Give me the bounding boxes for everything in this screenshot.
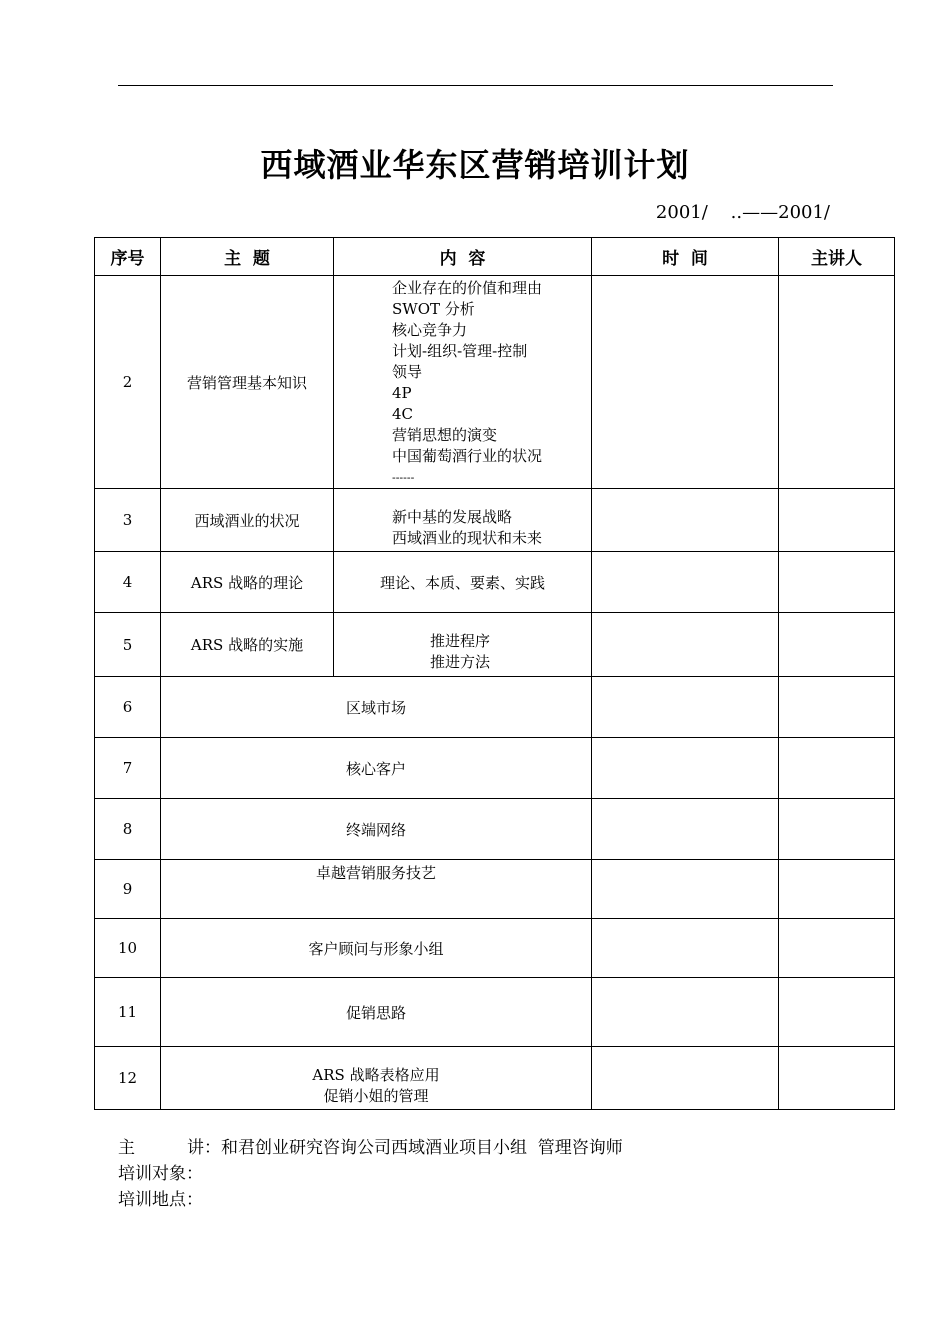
row-topic-merged: 终端网络 <box>161 799 592 860</box>
footer-location: 培训地点： <box>118 1190 203 1210</box>
row-speaker <box>779 919 895 978</box>
row-content: 理论、本质、要素、实践 <box>334 552 592 613</box>
row-topic-merged: 区域市场 <box>161 677 592 738</box>
row-time <box>592 276 779 489</box>
date-range: 2001/ ..——2001/ <box>655 202 830 223</box>
row-time <box>592 738 779 799</box>
table-row <box>95 489 895 552</box>
row-topic-merged: 卓越营销服务技艺 <box>161 860 592 919</box>
footer-info <box>118 1135 623 1213</box>
row-speaker <box>779 613 895 677</box>
row-topic-merged: 客户顾问与形象小组 <box>161 919 592 978</box>
row-speaker <box>779 860 895 919</box>
row-topic-merged: 核心客户 <box>161 738 592 799</box>
header-time: 时 间 <box>592 238 779 276</box>
row-speaker <box>779 489 895 552</box>
table-row <box>95 613 895 677</box>
header-rule <box>118 85 833 86</box>
row-no: 2 <box>95 276 161 489</box>
row-content: 推进程序 推进方法 <box>334 613 592 677</box>
table-row <box>95 552 895 613</box>
row-speaker <box>779 978 895 1047</box>
table-row <box>95 276 895 489</box>
table-row <box>95 677 895 738</box>
row-speaker <box>779 677 895 738</box>
header-topic: 主 题 <box>161 238 334 276</box>
training-plan-table <box>94 237 895 1110</box>
footer-speaker: 和君创业研究咨询公司西域酒业项目小组 管理咨询师 <box>221 1138 623 1158</box>
row-time <box>592 677 779 738</box>
row-no: 6 <box>95 677 161 738</box>
row-no: 3 <box>95 489 161 552</box>
row-time <box>592 552 779 613</box>
header-no: 序号 <box>95 238 161 276</box>
row-content: 新中基的发展战略 西域酒业的现状和未来 <box>334 489 592 552</box>
header-content: 内 容 <box>334 238 592 276</box>
table-row <box>95 799 895 860</box>
row-topic: 西域酒业的状况 <box>161 489 334 552</box>
row-time <box>592 919 779 978</box>
row-time <box>592 978 779 1047</box>
row-speaker <box>779 1047 895 1110</box>
footer-audience: 培训对象： <box>118 1164 203 1184</box>
row-time <box>592 489 779 552</box>
row-content: 企业存在的价值和理由 SWOT 分析 核心竞争力 计划-组织-管理-控制 领导 4P 4C 营销思想的演变 中国葡萄酒行业的状况 ------ <box>334 276 592 489</box>
row-time <box>592 799 779 860</box>
row-topic-merged: ARS 战略表格应用 促销小姐的管理 <box>161 1047 592 1110</box>
table-header-row <box>95 238 895 276</box>
table-row <box>95 919 895 978</box>
row-no: 7 <box>95 738 161 799</box>
header-speaker: 主讲人 <box>779 238 895 276</box>
row-time <box>592 613 779 677</box>
row-no: 5 <box>95 613 161 677</box>
footer-speaker-line: 主 讲：和君创业研究咨询公司西域酒业项目小组 管理咨询师 <box>118 1138 623 1158</box>
row-speaker <box>779 552 895 613</box>
row-speaker <box>779 738 895 799</box>
table-row <box>95 1047 895 1110</box>
row-no: 10 <box>95 919 161 978</box>
row-no: 4 <box>95 552 161 613</box>
table-row <box>95 860 895 919</box>
row-no: 9 <box>95 860 161 919</box>
row-no: 8 <box>95 799 161 860</box>
row-topic: 营销管理基本知识 <box>161 276 334 489</box>
table-row <box>95 738 895 799</box>
row-no: 11 <box>95 978 161 1047</box>
row-speaker <box>779 276 895 489</box>
row-time <box>592 1047 779 1110</box>
page-title: 西域酒业华东区营销培训计划 <box>260 146 690 184</box>
row-topic: ARS 战略的理论 <box>161 552 334 613</box>
row-time <box>592 860 779 919</box>
table-row <box>95 978 895 1047</box>
row-speaker <box>779 799 895 860</box>
row-topic: ARS 战略的实施 <box>161 613 334 677</box>
row-topic-merged: 促销思路 <box>161 978 592 1047</box>
row-no: 12 <box>95 1047 161 1110</box>
